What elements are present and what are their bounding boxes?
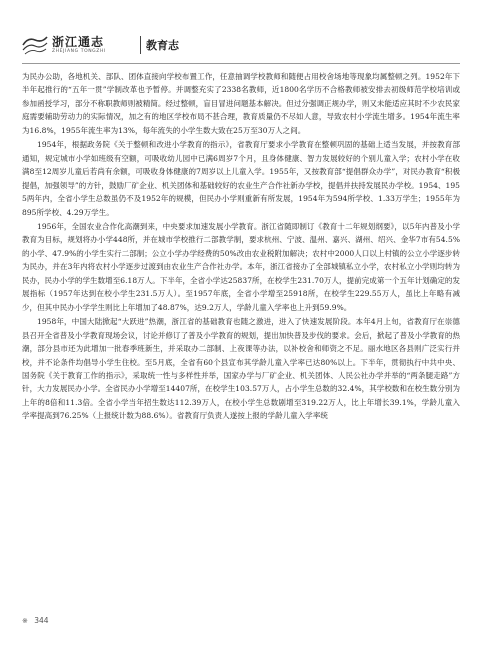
header-rule [22, 63, 460, 64]
header-divider [140, 36, 141, 54]
paragraph-4: 1958年，中国大陆掀起“大跃进”热潮，浙江省的基础教育也随之激进，进入了快速发展阶段。本年4月上旬，省教育厅在崇德县召开全省普及小学教育现场会议，讨论并修订了普及小学教育的规划，提出加快普及步伐的要求。会后，掀起了普及小学教育的热潮，部分县市还为此增加一批春季班新生，并采取办二部制、上夜课等办法，以补校舍和师资之不足。丽水地区各县则广泛实行并校，并不论条件均倡导小学生住校。至5月底，全省有60个县宣布其学龄儿童入学率已达80%以上。下半年，贯彻执行中共中央、国务院《关于教育工作的指示》，采取统一性与多样性并举，国家办学与厂矿企业、机关团体、人民公社办学并举的“两条腿走路”方针，大力发展民办小学。全省民办小学增至14407所，在校学生103.57万人，占小学生总数的32.4%，其学校数和在校生数分别为上年的8倍和11.3倍。全省小学当年招生数达112.39万人，在校小学生总数剧增至319.22万人，比上年增长39.1%，学龄儿童入学率提高到76.25%（上报统计数为88.6%）。省教育厅负责人遂按上报的学龄儿童入学率统 [22, 317, 460, 421]
brand-subtitle: ZHEJIANG TONGZHI [52, 49, 106, 54]
page-header [22, 28, 462, 62]
section-title: 教育志 [146, 39, 179, 52]
page-number: 344 [34, 616, 49, 625]
paragraph-1: 为民办公助，各地机关、部队、团体直接向学校布置工作，任意抽调学校教师和随便占用校舍场地等现象均属整顿之列。1952年下半年起推行的“五年一贯”学制改革也予暂停。并调整充实了2338名教师，近1800名学历不合格教师被安排去初级师范学校培训或参加函授学习，部分不称职教师则被精简。经过整顿，盲目冒进问题基本解决。但过分强调正规办学，则又未能适应其时不少农民家庭需要辅助劳动力的实际情况，加之有的地区学校布局不甚合理，教育质量仍不尽如人意，导致农村小学流生增多。1954年流生率为16.8%，1955年流生率为13%，每年流失的小学生数大致在25万至30万人之间。 [22, 72, 460, 135]
page-footer [22, 616, 49, 625]
brand-title: 浙江通志 [52, 35, 105, 49]
footer-mark: ※ [22, 617, 28, 625]
paragraph-3: 1956年，全国农业合作化高潮到来，中央要求加速发展小学教育。浙江省随即制订《教育十二年规划纲要》，以5年内普及小学教育为目标，规划将办小学448所，并在城市学校推行二部教学制，要求杭州、宁波、温州、嘉兴、湖州、绍兴、金华7市有54.5%的小学、47.9%的小学生实行二部制；公立小学办学经费的50%改由农业税附加解决；农村中2000人口以上村镇的公立小学逐步转为民办，并在3年内将农村小学逐步过渡到由农业生产合作社办学。本年，浙江省接办了全部城镇私立小学，农村私立小学则均转为民办，民办小学的学生数增至6.18万人。下半年，全省小学达25837所，在校学生231.70万人，提前完成第一个五年计划确定的发展指标（1957年达到在校小学生231.5万人）。至1957年底，全省小学增至25918所，在校学生229.55万人，虽比上年略有减少，但其中民办小学学生则比上年增加了48.87%，达9.2万人，学龄儿童入学率也上升到59.9%。 [22, 221, 460, 312]
body-text [22, 70, 460, 424]
zhejiang-tongzhi-logo-icon [22, 34, 48, 56]
paragraph-2: 1954年，根据政务院《关于整顿和改进小学教育的指示》，省教育厅要求小学教育在整顿巩固的基础上适当发展，并按教育部通知，规定城市小学如班级有空额，可吸收幼儿园中已满6周岁7个月，且身体健康、智力发展较好的个别儿童入学；农村小学在收满8至12周岁儿童后若尚有余额，可吸收身体健康的7周岁以上儿童入学。1955年，又按教育部“提倡群众办学”，对民办教育“积极提倡，加强领导”的方针，鼓励厂矿企业、机关团体和基础较好的农业生产合作社新办学校，提倡并扶持发展民办学校。1954、1955两年内，全省小学生总数虽仍不及1952年的规模，但民办小学则重新有所发展，1954年为594所学校、1.33万学生；1955年为895所学校、4.29万学生。 [22, 140, 460, 217]
